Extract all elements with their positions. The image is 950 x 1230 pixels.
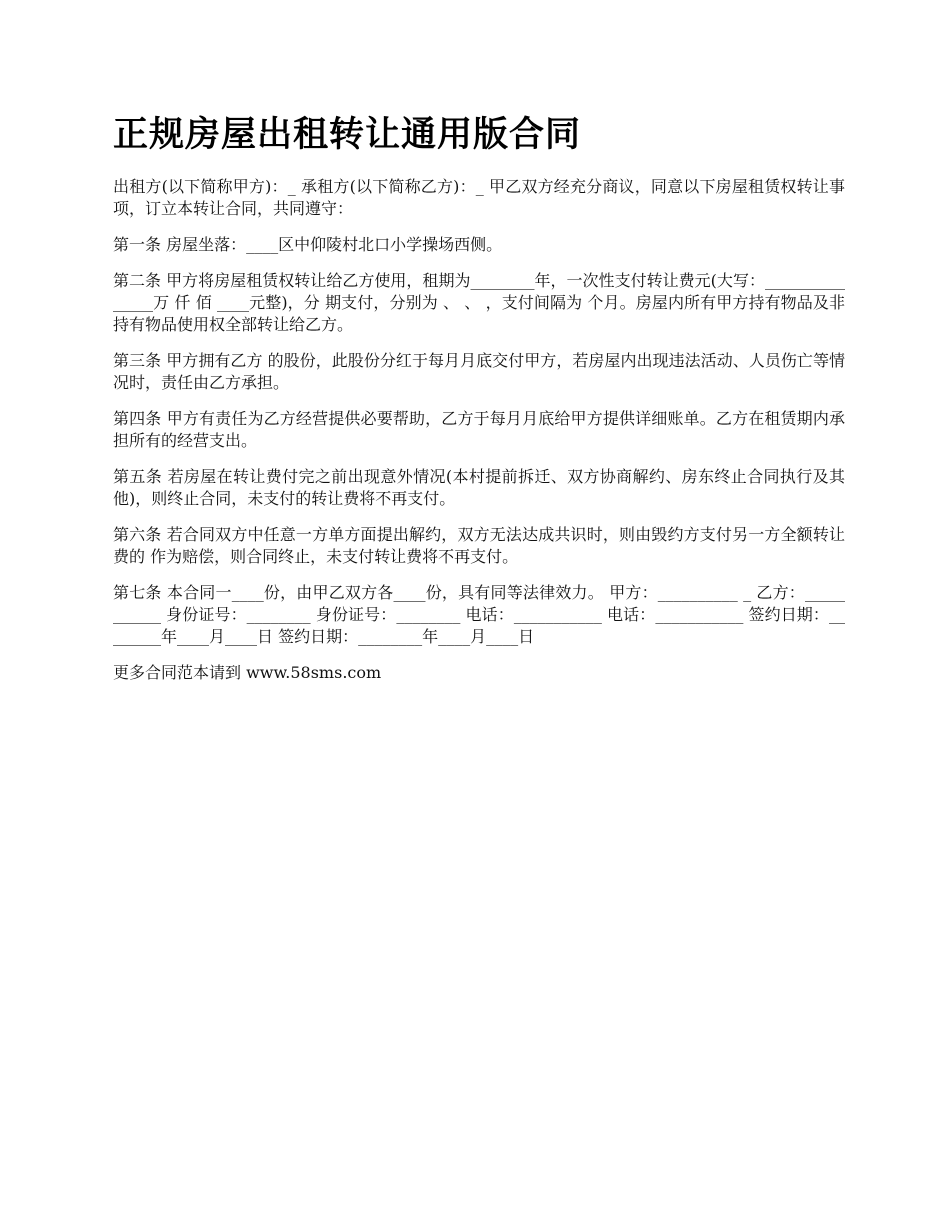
document-title: 正规房屋出租转让通用版合同: [113, 115, 582, 155]
article-7-paragraph: 第七条 本合同一____份，由甲乙双方各____份，具有同等法律效力。 甲方：__________ _ 乙方：___________ 身份证号：________ 身份证号：________ 电话：___________ 电话：___________ 签约日期：________年____月____日 签约日期：________年____月____日: [113, 583, 845, 646]
document-page: [113, 108, 845, 684]
article-1-paragraph: 第一条 房屋坐落：____区中仰陵村北口小学操场西侧。: [113, 235, 503, 254]
article-3-paragraph: 第三条 甲方拥有乙方 的股份，此股份分红于每月月底交付甲方，若房屋内出现违法活动、人员伤亡等情况时，责任由乙方承担。: [113, 351, 845, 392]
preamble-paragraph: 出租方(以下简称甲方)：_ 承租方(以下简称乙方)：_ 甲乙双方经充分商议，同意以下房屋租赁权转让事项，订立本转让合同，共同遵守：: [113, 177, 845, 218]
article-6-paragraph: 第六条 若合同双方中任意一方单方面提出解约，双方无法达成共识时，则由毁约方支付另一方全额转让费的 作为赔偿，则合同终止，未支付转让费将不再支付。: [113, 525, 845, 566]
article-5-paragraph: 第五条 若房屋在转让费付完之前出现意外情况(本村提前拆迁、双方协商解约、房东终止合同执行及其他)，则终止合同，未支付的转让费将不再支付。: [113, 467, 845, 508]
article-4-paragraph: 第四条 甲方有责任为乙方经营提供必要帮助，乙方于每月月底给甲方提供详细账单。乙方在租赁期内承担所有的经营支出。: [113, 409, 845, 450]
footer-note: 更多合同范本请到 www.58sms.com: [113, 663, 382, 682]
article-2-paragraph: 第二条 甲方将房屋租赁权转让给乙方使用，租期为________年，一次性支付转让费元(大写：_______________万 仟 佰 ____元整)，分 期支付，分别为 、 、 ，支付间隔为 个月。房屋内所有甲方持有物品及非持有物品使用权全部转让给乙方。: [113, 271, 845, 334]
